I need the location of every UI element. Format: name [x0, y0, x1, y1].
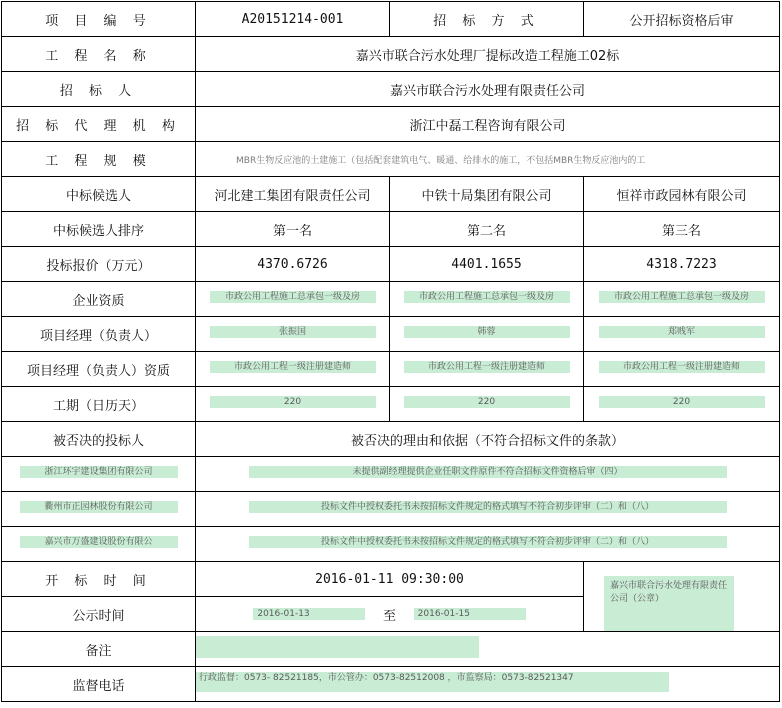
row-project-no	[2, 2, 780, 37]
bid-method-value: 公开招标资格后审	[584, 2, 780, 37]
rejected-reason-1: 未提供副经理提供企业任职文件原件不符合招标文件资格后审（四）	[249, 466, 727, 478]
row-bid-price	[2, 247, 780, 282]
row-candidates	[2, 177, 780, 212]
ranking-3: 第三名	[584, 212, 780, 247]
project-name-label: 工 程 名 称	[2, 37, 196, 72]
rejected-name-3: 嘉兴市万盛建设股份有限公	[20, 536, 178, 548]
duration-1: 220	[210, 396, 376, 408]
remarks-label: 备注	[2, 632, 196, 667]
publicity-start: 2016-01-13	[253, 608, 365, 620]
qualification-3: 市政公用工程施工总承包一级及房	[599, 291, 765, 303]
row-manager-qual	[2, 352, 780, 387]
row-tenderer	[2, 72, 780, 107]
remarks-cell	[196, 632, 780, 667]
supervision-cell	[196, 667, 780, 702]
row-supervision	[2, 667, 780, 702]
manager-qual-cell-3	[584, 352, 780, 387]
ranking-2: 第二名	[390, 212, 584, 247]
row-project-name	[2, 37, 780, 72]
publicity-cell	[196, 597, 584, 632]
row-rejected-1	[2, 457, 780, 492]
rejected-name-cell-3	[2, 527, 196, 562]
ranking-1: 第一名	[196, 212, 390, 247]
opening-value: 2016-01-11 09:30:00	[196, 562, 584, 597]
row-duration	[2, 387, 780, 422]
rejected-name-2: 衢州市正园林股份有限公司	[20, 501, 178, 513]
rejected-reason-3: 投标文件中授权委托书未按招标文件规定的格式填写不符合初步评审（二）和（八）	[249, 536, 727, 548]
qualification-label: 企业资质	[2, 282, 196, 317]
qualification-1: 市政公用工程施工总承包一级及房	[210, 291, 376, 303]
bid-method-label: 招 标 方 式	[390, 2, 584, 37]
row-scale	[2, 142, 780, 177]
agency-label: 招 标 代 理 机 构	[2, 107, 196, 142]
duration-2: 220	[404, 396, 570, 408]
rejected-reason-cell-1	[196, 457, 780, 492]
rejected-label: 被否决的投标人	[2, 422, 196, 457]
rejected-reason-cell-3	[196, 527, 780, 562]
row-manager	[2, 317, 780, 352]
duration-3: 220	[599, 396, 765, 408]
seal-text: 嘉兴市联合污水处理有限责任公司（公章）	[604, 576, 734, 632]
rejected-name-1: 浙江环宇建设集团有限公司	[20, 466, 178, 478]
row-opening	[2, 562, 780, 597]
row-rejected-2	[2, 492, 780, 527]
candidate-3: 恒祥市政园林有限公司	[584, 177, 780, 212]
row-qualification	[2, 282, 780, 317]
qualification-2: 市政公用工程施工总承包一级及房	[404, 291, 570, 303]
bid-price-1: 4370.6726	[196, 247, 390, 282]
publicity-label: 公示时间	[2, 597, 196, 632]
manager-cell-2	[390, 317, 584, 352]
project-name-value: 嘉兴市联合污水处理厂提标改造工程施工02标	[196, 37, 780, 72]
row-ranking	[2, 212, 780, 247]
supervision-value: 行政监督：0573- 82521185，市公管办：0573-82512008 ，市监察局：0573-82521347	[196, 672, 670, 692]
rejected-reason-cell-2	[196, 492, 780, 527]
manager-cell-3	[584, 317, 780, 352]
supervision-label: 监督电话	[2, 667, 196, 702]
publicity-sep: 至	[382, 608, 396, 624]
rejected-reason-label: 被否决的理由和依据（不符合招标文件的条款）	[196, 422, 780, 457]
manager-cell-1	[196, 317, 390, 352]
scale-value: MBR生物反应池的土建施工（包括配套建筑电气、暖通、给排水的施工，不包括MBR生物反应池内的工	[236, 155, 646, 166]
qualification-cell-3	[584, 282, 780, 317]
bid-price-label: 投标报价（万元）	[2, 247, 196, 282]
rejected-name-cell-1	[2, 457, 196, 492]
duration-cell-3	[584, 387, 780, 422]
qualification-cell-1	[196, 282, 390, 317]
bid-price-2: 4401.1655	[390, 247, 584, 282]
rejected-reason-2: 投标文件中授权委托书未按招标文件规定的格式填写不符合初步评审（二）和（八）	[249, 501, 727, 513]
manager-3: 郑贱军	[599, 326, 765, 338]
row-rejected-header	[2, 422, 780, 457]
seal-cell	[584, 562, 780, 632]
project-no-label: 项 目 编 号	[2, 2, 196, 37]
manager-qual-3: 市政公用工程一级注册建造师	[599, 361, 765, 373]
candidates-label: 中标候选人	[2, 177, 196, 212]
manager-qual-cell-1	[196, 352, 390, 387]
bid-price-3: 4318.7223	[584, 247, 780, 282]
scale-cell	[196, 142, 780, 177]
row-remarks	[2, 632, 780, 667]
qualification-cell-2	[390, 282, 584, 317]
duration-cell-1	[196, 387, 390, 422]
publicity-end: 2016-01-15	[414, 608, 526, 620]
tenderer-label: 招 标 人	[2, 72, 196, 107]
candidate-1: 河北建工集团有限责任公司	[196, 177, 390, 212]
scale-label: 工 程 规 模	[2, 142, 196, 177]
opening-label: 开 标 时 间	[2, 562, 196, 597]
manager-qual-2: 市政公用工程一级注册建造师	[404, 361, 570, 373]
duration-cell-2	[390, 387, 584, 422]
row-rejected-3	[2, 527, 780, 562]
agency-value: 浙江中磊工程咨询有限公司	[196, 107, 780, 142]
tenderer-value: 嘉兴市联合污水处理有限责任公司	[196, 72, 780, 107]
duration-label: 工期（日历天）	[2, 387, 196, 422]
remarks-value	[196, 636, 480, 658]
project-no-value: A20151214-001	[196, 2, 390, 37]
manager-2: 韩蓉	[404, 326, 570, 338]
manager-qual-label: 项目经理（负责人）资质	[2, 352, 196, 387]
row-agency	[2, 107, 780, 142]
rejected-name-cell-2	[2, 492, 196, 527]
ranking-label: 中标候选人排序	[2, 212, 196, 247]
manager-label: 项目经理（负责人）	[2, 317, 196, 352]
manager-1: 张振国	[210, 326, 376, 338]
manager-qual-cell-2	[390, 352, 584, 387]
manager-qual-1: 市政公用工程一级注册建造师	[210, 361, 376, 373]
candidate-2: 中铁十局集团有限公司	[390, 177, 584, 212]
bid-result-table	[1, 1, 780, 702]
